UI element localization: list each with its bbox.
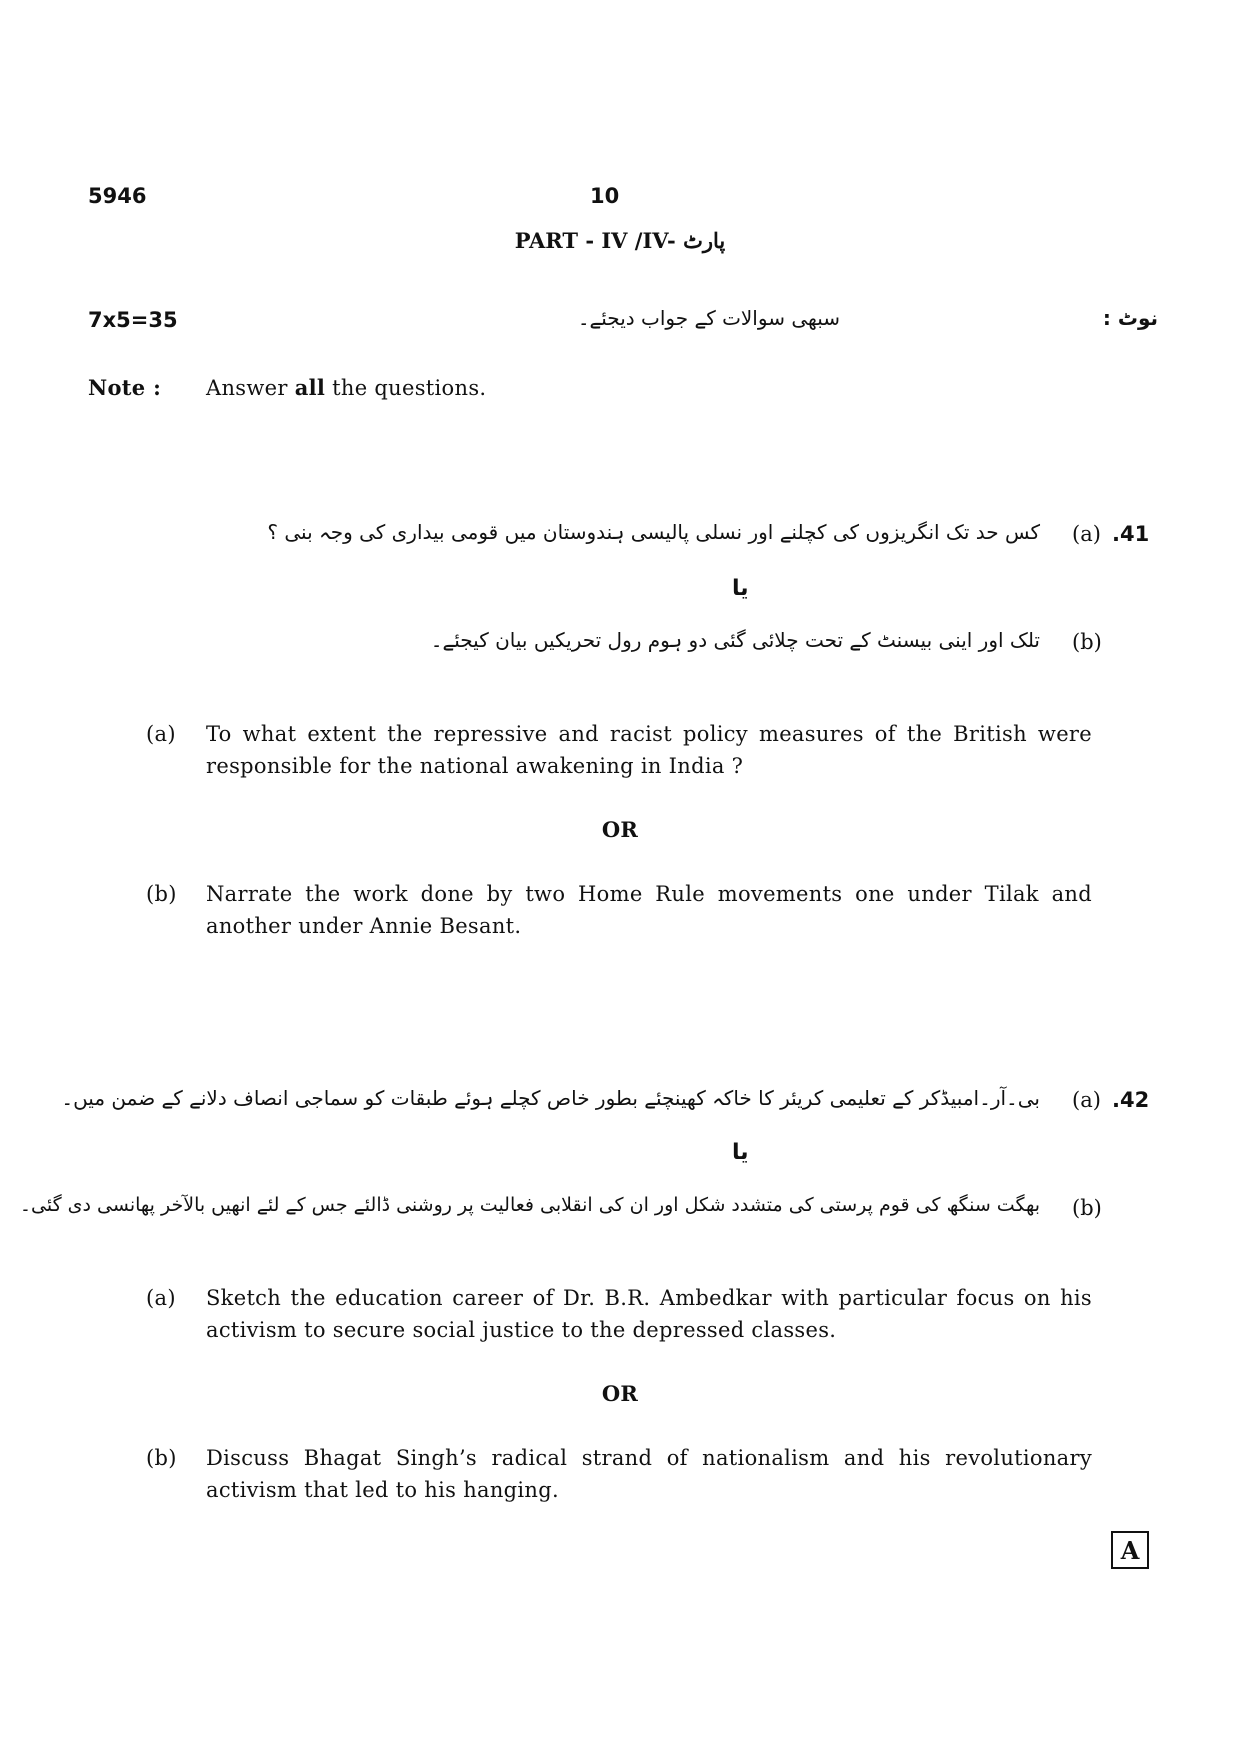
page-number: 10 <box>590 184 620 208</box>
or-divider: OR <box>601 1381 639 1406</box>
urdu-option-b-label: (b) <box>1072 630 1102 654</box>
note-text-before: Answer <box>206 376 288 400</box>
option-b-text: Narrate the work done by two Home Rule movements one under Tilak and another under Annie Besant. <box>206 882 1092 938</box>
option-b-text: Discuss Bhagat Singh’s radical strand of nationalism and his revolutionary activism that led to his hanging. <box>206 1446 1092 1502</box>
urdu-option-a-label: (a) <box>1072 1088 1101 1112</box>
part-title: PART - IV /IV- پارٹ <box>514 228 726 253</box>
note-text-bold: all <box>294 375 326 400</box>
urdu-option-b-text: بھگت سنگھ کی قوم پرستی کی متشدد شکل اور ان کی انقلابی فعالیت پر روشنی ڈالئے جس کے لئے انھیں بالآخر پھانسی دی گئی۔ <box>19 1194 1040 1216</box>
urdu-option-b-text: تلک اور اینی بیسنٹ کے تحت چلائی گئی دو ہوم رول تحریکیں بیان کیجئے۔ <box>430 628 1040 652</box>
paper-code: 5946 <box>88 184 147 208</box>
note-text-after: the questions. <box>332 376 487 400</box>
marks: 7x5=35 <box>88 308 178 332</box>
note-text <box>206 372 486 404</box>
urdu-option-a-text: بی۔آر۔امبیڈکر کے تعلیمی کریئر کا خاکہ کھینچئے بطور خاص کچلے ہوئے طبقات کو سماجی انصاف دلانے کے ضمن میں۔ <box>61 1086 1040 1110</box>
urdu-or: یا <box>732 576 749 601</box>
note-urdu-label: نوٹ : <box>1102 306 1158 330</box>
question-number: .42 <box>1112 1088 1150 1112</box>
urdu-option-a-label: (a) <box>1072 522 1101 546</box>
option-a-text: Sketch the education career of Dr. B.R. Ambedkar with particular focus on his activism to secure social justice to the depressed classes. <box>206 1286 1092 1342</box>
urdu-option-b-label: (b) <box>1072 1196 1102 1220</box>
note-label: Note : <box>88 375 162 400</box>
option-a-label: (a) <box>146 722 176 746</box>
option-a-label: (a) <box>146 1286 176 1310</box>
note-urdu-text: سبھی سوالات کے جواب دیجئے۔ <box>577 306 840 330</box>
urdu-or: یا <box>732 1140 749 1165</box>
option-a-text: To what extent the repressive and racist policy measures of the British were responsible for the national awakening in India ? <box>206 722 1092 778</box>
or-divider: OR <box>601 817 639 842</box>
question-number: .41 <box>1112 522 1150 546</box>
series-box: A <box>1111 1531 1149 1569</box>
option-b-label: (b) <box>146 882 177 906</box>
urdu-option-a-text: کس حد تک انگریزوں کی کچلنے اور نسلی پالیسی ہندوستان میں قومی بیداری کی وجہ بنی ؟ <box>267 520 1040 544</box>
option-b-label: (b) <box>146 1446 177 1470</box>
